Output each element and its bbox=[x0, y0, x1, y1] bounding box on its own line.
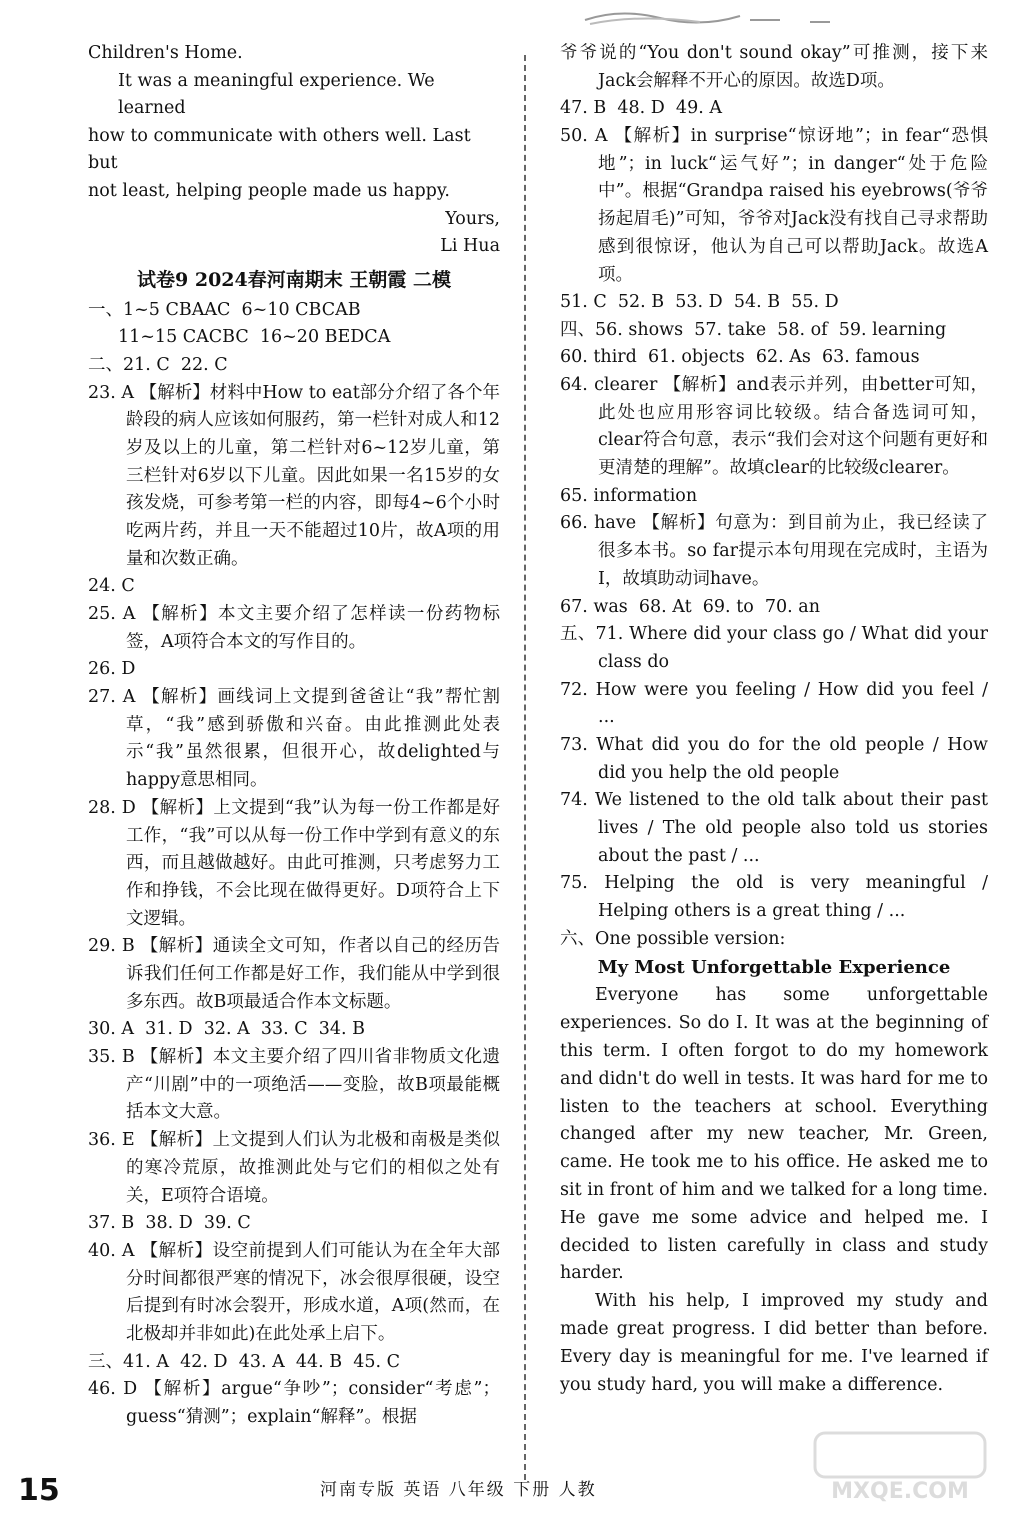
column-divider bbox=[524, 55, 526, 1480]
answer-item: 40. A 【解析】设空前提到人们可能认为在全年大部分时间都很严寒的情况下，冰会很厚很硬，设空后提到有时冰会裂开，形成水道，A项(然而，在北极却并非如此)在此处承上启下。 bbox=[88, 1240, 500, 1344]
answer-line: 60. third 61. objects 62. As 63. famous bbox=[560, 347, 920, 368]
answer-item: 73. What did you do for the old people / How did you help the old people bbox=[560, 734, 988, 783]
letter-signoff: Yours, bbox=[445, 208, 500, 229]
section-title: 试卷9 2024春河南期末 王朝霞 二模 bbox=[137, 268, 451, 291]
answer-line: 30. A 31. D 32. A 33. C 34. B bbox=[88, 1019, 366, 1040]
answer-item: 46. D 【解析】argue“争吵”；consider“考虑”；guess“猜测”；explain“解释”。根据 bbox=[88, 1379, 500, 1427]
answer-item: 66. have 【解析】句意为：到目前为止，我已经读了很多本书。so far提示本句用现在完成时，主语为I，故填助动词have。 bbox=[560, 513, 988, 589]
essay-paragraph: Everyone has some unforgettable experiences. So do I. It was at the beginning of this term. I often forgot to do my homework and didn't do well in tests. It was hard for me to listen to the teachers at school. Everything changed after my new teacher, Mr. Green, came. He took me to his office. He asked me to sit in front of him and we talked for a long time. He gave me some advice and helped me. I decided to listen carefully in class and study harder. bbox=[560, 985, 988, 1284]
answer-item: 五、71. Where did your class go / What did your class do bbox=[560, 624, 988, 672]
watermark-text: MXQE.COM bbox=[831, 1479, 969, 1504]
answer-item: 64. clearer 【解析】and表示并列，由better可知，此处也应用形容词比较级。结合备选词可知，clear符合句意，表示“我们会对这个问题有更好和更清楚的理解”。故填clear的比较级clearer。 bbox=[560, 375, 988, 479]
answer-line: 65. information bbox=[560, 485, 698, 506]
answer-item: 27. A 【解析】画线词上文提到爸爸让“我”帮忙割草，“我”感到骄傲和兴奋。由此推测此处表示“我”虽然很累，但很开心，故delighted与happy意思相同。 bbox=[88, 687, 500, 791]
letter-line: not least, helping people made us happy. bbox=[88, 180, 450, 201]
answer-item: 74. We listened to the old talk about their past lives / The old people also told us stories about the past / ... bbox=[560, 790, 988, 866]
letter-line: how to communicate with others well. Last but bbox=[88, 125, 477, 174]
answer-line: 二、21. C 22. C bbox=[88, 354, 228, 375]
answer-line: 11~15 CACBC 16~20 BEDCA bbox=[118, 327, 391, 348]
essay-paragraph: With his help, I improved my study and made great progress. I did better than before. Every day is meaningful for me. I've learned if you study hard, you will make a difference. bbox=[560, 1291, 988, 1395]
answer-item: 23. A 【解析】材料中How to eat部分介绍了各个年龄段的病人应该如何服药，第一栏针对成人和12岁及以上的儿童，第二栏针对6~12岁儿童，第三栏针对6岁以下儿童。因此如果一名15岁的女孩发烧，可参考第一栏的内容，即每4~6个小时吃两片药，并且一天不能超过10片，故A项的用量和次数正确。 bbox=[88, 382, 500, 569]
answer-item: 50. A 【解析】in surprise“惊讶地”；in fear“恐惧地”；in luck“运气好”；in danger“处于危险中”。根据“Grandpa raised his eyebrows(爷爷扬起眉毛)”可知，爷爷对Jack没有找自己寻求帮助感到很惊讶，他认为自己可以帮助Jack。故选A项。 bbox=[560, 126, 988, 285]
answer-item: 72. How were you feeling / How did you feel / ... bbox=[560, 679, 988, 728]
essay-title: My Most Unforgettable Experience bbox=[597, 957, 951, 979]
answer-line: 37. B 38. D 39. C bbox=[88, 1213, 251, 1234]
answer-line: 67. was 68. At 69. to 70. an bbox=[560, 596, 820, 617]
answer-item: 25. A 【解析】本文主要介绍了怎样读一份药物标签，A项符合本文的写作目的。 bbox=[88, 604, 500, 652]
left-column bbox=[88, 40, 500, 1432]
answer-line: 51. C 52. B 53. D 54. B 55. D bbox=[560, 292, 839, 313]
watermark-logo bbox=[805, 1428, 995, 1508]
answer-line: 一、1~5 CBAAC 6~10 CBCAB bbox=[88, 299, 361, 320]
answer-line: 24. C bbox=[88, 576, 135, 597]
page-number: 15 bbox=[18, 1473, 60, 1508]
answer-item: 29. B 【解析】通读全文可知，作者以自己的经历告诉我们任何工作都是好工作，我们能从中学到很多东西。故B项最适合作本文标题。 bbox=[88, 936, 500, 1012]
letter-signature: Li Hua bbox=[440, 236, 500, 257]
answer-line: 三、41. A 42. D 43. A 44. B 45. C bbox=[88, 1351, 401, 1372]
answer-line: 47. B 48. D 49. A bbox=[560, 98, 722, 119]
answer-item: 36. E 【解析】上文提到人们认为北极和南极是类似的寒冷荒原，故推测此处与它们的相似之处有关，E项符合语境。 bbox=[88, 1130, 500, 1206]
answer-item: 28. D 【解析】上文提到“我”认为每一份工作都是好工作，“我”可以从每一份工作中学到有意义的东西，而且越做越好。由此可推测，只考虑努力工作和挣钱，不会比现在做得更好。D项符合上下文逻辑。 bbox=[88, 797, 500, 929]
right-column bbox=[560, 40, 988, 1399]
header-decoration bbox=[580, 6, 840, 28]
answer-line: 四、56. shows 57. take 58. of 59. learning bbox=[560, 319, 947, 340]
answer-item: 爷爷说的“You don't sound okay”可推测，接下来Jack会解释不开心的原因。故选D项。 bbox=[560, 43, 988, 91]
answer-item: 35. B 【解析】本文主要介绍了四川省非物质文化遗产“川剧”中的一项绝活——变脸，故B项最能概括本文大意。 bbox=[88, 1047, 500, 1123]
answer-line: 26. D bbox=[88, 659, 136, 680]
answer-line: 六、One possible version: bbox=[560, 928, 786, 949]
letter-line: Children's Home. bbox=[88, 43, 243, 63]
letter-line: It was a meaningful experience. We learned bbox=[118, 70, 441, 119]
answer-item: 75. Helping the old is very meaningful / Helping others is a great thing / ... bbox=[560, 873, 988, 922]
footer-meta: 河南专版 英语 八年级 下册 人教 bbox=[320, 1480, 597, 1500]
